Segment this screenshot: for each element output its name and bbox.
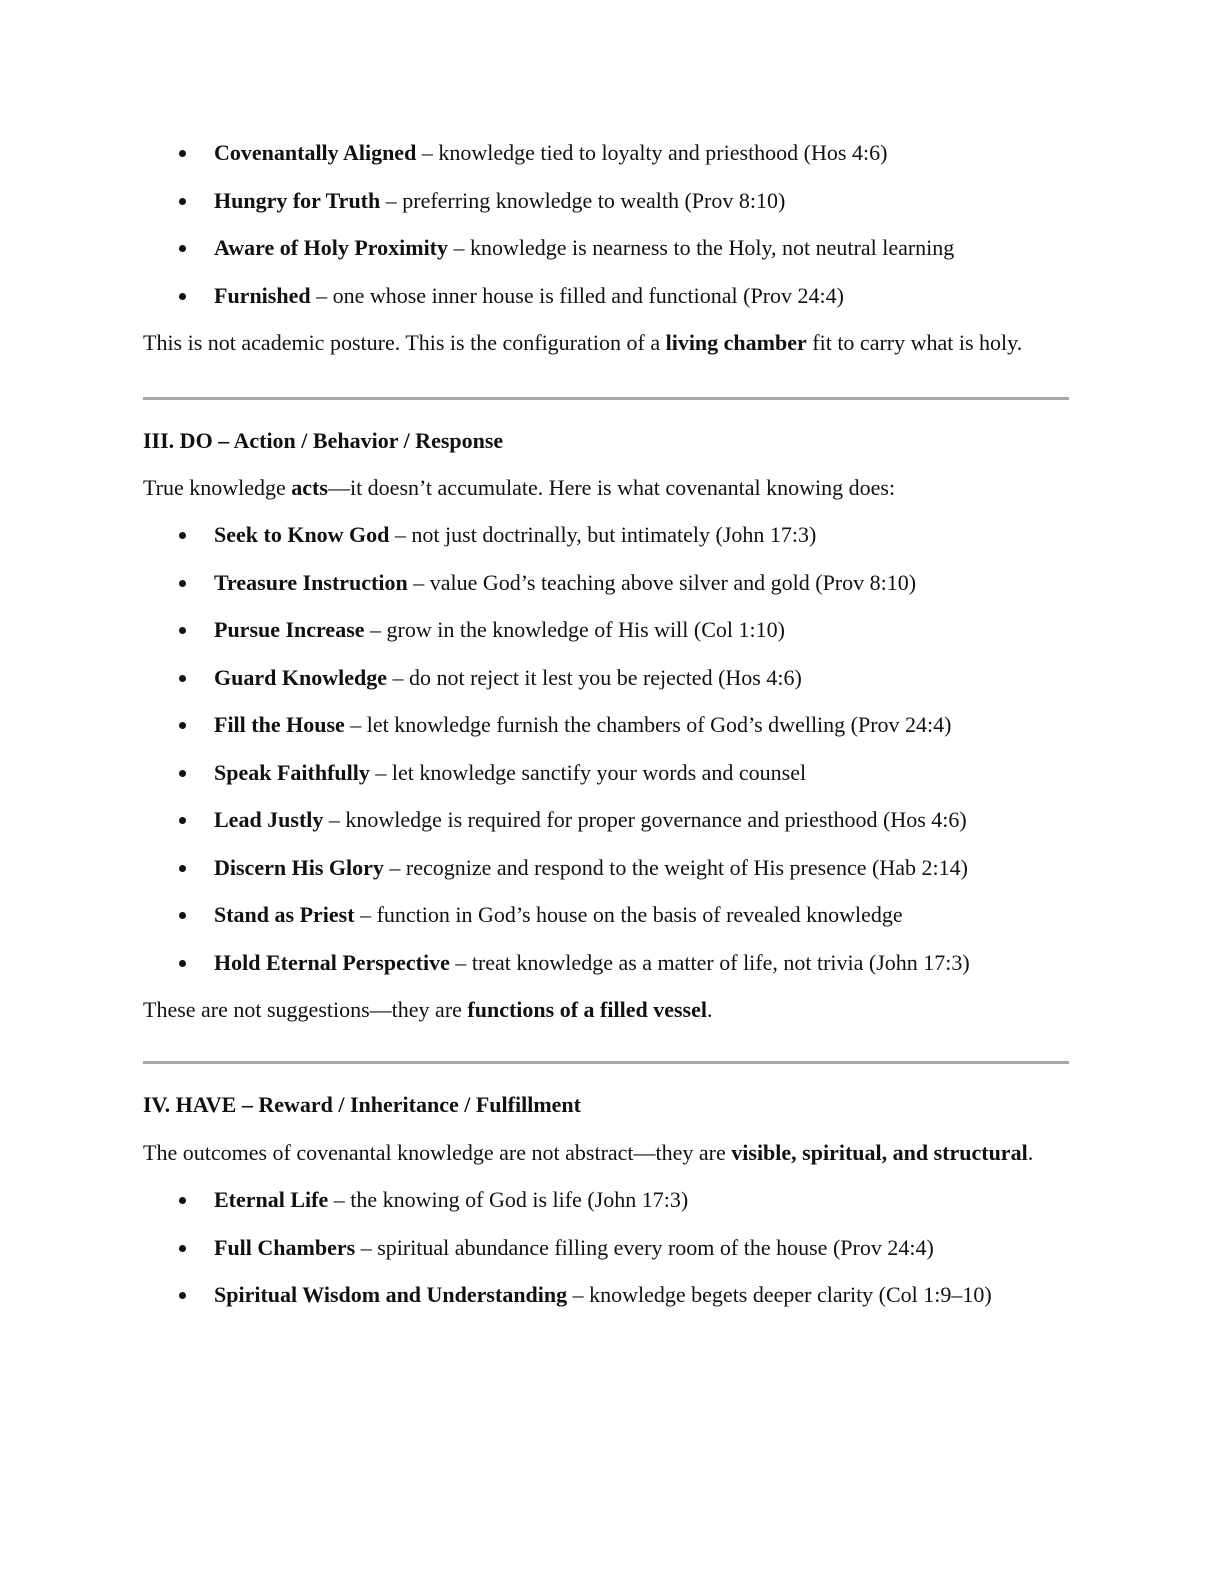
item-description: – let knowledge sanctify your words and counsel (369, 759, 807, 785)
bullet-icon (179, 198, 186, 205)
be-closing-paragraph (143, 327, 1069, 359)
list-item (143, 186, 1069, 216)
list-item (143, 1185, 1069, 1215)
item-term: Seek to Know God (214, 522, 390, 547)
list-item (143, 615, 1069, 645)
list-item (143, 948, 1069, 978)
intro-text: —it doesn’t accumulate. Here is what covenantal knowing does: (327, 475, 896, 500)
have-list (143, 1185, 1069, 1310)
closing-text: These are not suggestions—they are (143, 997, 468, 1022)
item-description: – knowledge begets deeper clarity (Col 1:9–10) (567, 1282, 992, 1307)
closing-emphasis: functions of a filled vessel (467, 997, 707, 1022)
document-page (143, 138, 1069, 1328)
item-description: – the knowing of God is life (John 17:3) (328, 1187, 689, 1212)
item-description: – let knowledge furnish the chambers of God’s dwelling (Prov 24:4) (344, 712, 952, 737)
list-item (143, 853, 1069, 883)
intro-emphasis: visible, spiritual, and structural (731, 1140, 1028, 1165)
item-term: Hold Eternal Perspective (214, 949, 450, 975)
bullet-icon (179, 1292, 186, 1299)
closing-text: This is not academic posture. This is the configuration of a (143, 330, 666, 355)
bullet-icon (179, 1245, 186, 1252)
item-description: – do not reject it lest you be rejected (Hos 4:6) (386, 664, 802, 690)
closing-text: fit to carry what is holy. (806, 330, 1023, 355)
list-item (143, 758, 1069, 788)
item-description: – spiritual abundance filling every room of the house (Prov 24:4) (355, 1234, 934, 1260)
item-term: Stand as Priest (214, 902, 355, 927)
do-intro-paragraph (143, 473, 1069, 503)
item-description: – one whose inner house is filled and functional (Prov 24:4) (310, 282, 844, 308)
item-term: Lead Justly (214, 807, 324, 832)
item-description: – treat knowledge as a matter of life, not trivia (John 17:3) (449, 949, 970, 975)
list-item (143, 568, 1069, 598)
bullet-icon (179, 580, 186, 587)
item-term: Guard Knowledge (214, 664, 387, 690)
bullet-icon (179, 627, 186, 634)
list-item (143, 710, 1069, 740)
list-item (143, 900, 1069, 930)
closing-emphasis: living chamber (665, 330, 807, 355)
bullet-icon (179, 770, 186, 777)
bullet-icon (179, 817, 186, 824)
item-term: Furnished (214, 282, 311, 308)
bullet-icon (179, 722, 186, 729)
list-item (143, 1233, 1069, 1263)
bullet-icon (179, 1197, 186, 1204)
bullet-icon (179, 150, 186, 157)
item-term: Eternal Life (214, 1187, 329, 1212)
item-term: Spiritual Wisdom and Understanding (214, 1282, 568, 1307)
item-term: Aware of Holy Proximity (214, 235, 449, 260)
item-term: Full Chambers (214, 1234, 356, 1260)
item-description: – not just doctrinally, but intimately (John 17:3) (389, 522, 817, 547)
item-term: Treasure Instruction (214, 569, 408, 595)
closing-text: . (706, 997, 713, 1022)
item-term: Pursue Increase (214, 617, 365, 642)
bullet-icon (179, 245, 186, 252)
item-term: Speak Faithfully (214, 759, 370, 785)
do-closing-paragraph (143, 994, 1069, 1026)
bullet-icon (179, 912, 186, 919)
bullet-icon (179, 960, 186, 967)
list-item (143, 233, 1069, 263)
item-term: Hungry for Truth (214, 187, 381, 213)
be-list (143, 138, 1069, 311)
list-item (143, 281, 1069, 311)
item-description: – grow in the knowledge of His will (Col 1:10) (364, 617, 785, 642)
intro-text: True knowledge (143, 475, 292, 500)
list-item (143, 663, 1069, 693)
section-heading-have: IV. HAVE – Reward / Inheritance / Fulfillment (143, 1092, 581, 1117)
section-heading-do: III. DO – Action / Behavior / Response (143, 428, 504, 453)
have-intro-paragraph (143, 1137, 1069, 1169)
list-item (143, 520, 1069, 550)
item-description: – recognize and respond to the weight of His presence (Hab 2:14) (383, 854, 968, 880)
item-term: Fill the House (214, 712, 345, 737)
bullet-icon (179, 293, 186, 300)
item-description: – preferring knowledge to wealth (Prov 8:10) (380, 187, 786, 213)
item-description: – knowledge is nearness to the Holy, not neutral learning (448, 235, 955, 260)
bullet-icon (179, 865, 186, 872)
intro-text: The outcomes of covenantal knowledge are not abstract—they are (143, 1140, 732, 1165)
section-divider (143, 397, 1069, 400)
item-term: Covenantally Aligned (214, 140, 417, 165)
item-description: – value God’s teaching above silver and gold (Prov 8:10) (407, 569, 917, 595)
list-item (143, 805, 1069, 835)
do-list (143, 520, 1069, 978)
item-description: – function in God’s house on the basis of revealed knowledge (354, 902, 903, 927)
item-description: – knowledge tied to loyalty and priesthood (Hos 4:6) (416, 140, 888, 165)
intro-emphasis: acts (291, 475, 328, 500)
list-item (143, 138, 1069, 168)
intro-text: . (1027, 1140, 1034, 1165)
item-description: – knowledge is required for proper governance and priesthood (Hos 4:6) (323, 807, 967, 832)
bullet-icon (179, 675, 186, 682)
list-item (143, 1280, 1069, 1310)
bullet-icon (179, 532, 186, 539)
item-term: Discern His Glory (214, 854, 384, 880)
section-divider (143, 1061, 1069, 1064)
